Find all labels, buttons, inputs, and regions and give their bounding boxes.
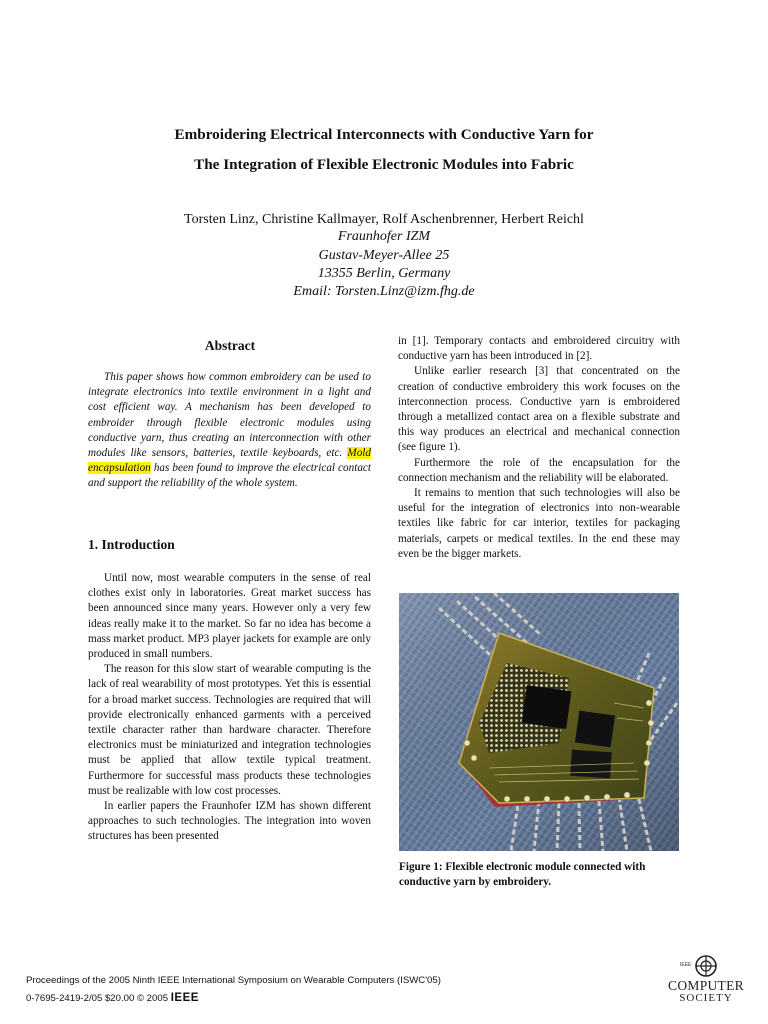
right-paragraph-2: Unlike earlier research [3] that concentrated on the creation of conductive embroidery this work focuses on the interconnection process. Conductive yarn is embroidered through a metallized contact area on a flexible substrate and this way produces an electrical and mechanical connection (see figure 1). (398, 365, 680, 454)
right-paragraph-1: in [1]. Temporary contacts and embroidered circuitry with conductive yarn has been introduced in [2]. (398, 335, 680, 363)
section-heading-introduction: 1. Introduction (88, 537, 175, 552)
introduction-body (88, 571, 371, 845)
computer-society-logo (660, 952, 752, 1012)
intro-paragraph-2: The reason for this slow start of wearable computing is the lack of real wearability of most prototypes. Yet this is essential for a broad market success. Technologies are required that will provide electronically enhanced garments with a perceived textile character rather than hardware character. Therefore electronics must be miniaturized and integration technologies must be applied that allow textile typical treatment. Furthermore for successful mass products these technologies must be realizable with low cost processes. (88, 663, 371, 797)
right-column-body (398, 334, 680, 562)
logo-society-text: SOCIETY (679, 992, 733, 1004)
figure-1-photo (399, 593, 679, 851)
abstract-highlighted-phrase: Mold encapsulation (88, 447, 371, 475)
abstract-text-end: has been found to improve the electrical contact and support the reliability of the whole system. (88, 462, 371, 490)
embroidered-module-illustration (399, 593, 679, 851)
paper-title-line-2: The Integration of Flexible Electronic Modules into Fabric (194, 156, 574, 173)
abstract-text-start: This paper shows how common embroidery can be used to integrate electronics into textile environment in a light and cost efficient way. A mechanism has been developed to embroider through flexible electronic modules using conductive yarn, thus creating an interconnection with other modules like sensors, batteries, textile keyboards, etc. (88, 371, 371, 460)
footer-isbn-text: 0-7695-2419-2/05 $20.00 © 2005 (26, 993, 171, 1004)
footer-isbn (26, 992, 199, 1004)
abstract-heading: Abstract (204, 338, 256, 353)
footer-ieee-mark: IEEE (170, 992, 199, 1004)
logo-computer-text: COMPUTER (668, 978, 744, 993)
affiliation-email: Email: Torsten.Linz@izm.fhg.de (293, 284, 475, 299)
footer-proceedings: Proceedings of the 2005 Ninth IEEE International Symposium on Wearable Computers (ISWC'05) (26, 975, 441, 986)
logo-ieee-label: IEEE (680, 962, 692, 968)
affiliation-street: Gustav-Meyer-Allee 25 (318, 248, 450, 263)
paper-title-line-1: Embroidering Electrical Interconnects with Conductive Yarn for (174, 126, 594, 143)
affiliation-org: Fraunhofer IZM (337, 229, 431, 244)
intro-paragraph-1: Until now, most wearable computers in the sense of real clothes exist only in laboratories. Great market success has been announced since many years. However only a very few ideas really make it to the market. So far no idea has become a mass market product. MP3 player jackets for example are only produced in small numbers. (88, 572, 371, 661)
intro-paragraph-3: In earlier papers the Fraunhofer IZM has shown different approaches to such technologies. The integration into woven structures has been presented (88, 800, 371, 843)
abstract-body (88, 370, 371, 492)
affiliation-city: 13355 Berlin, Germany (317, 266, 451, 281)
author-list: Torsten Linz, Christine Kallmayer, Rolf Aschenbrenner, Herbert Reichl (184, 212, 584, 227)
right-paragraph-3: Furthermore the role of the encapsulation for the connection mechanism and the reliability will be elaborated. (398, 456, 680, 484)
figure-1-caption: Figure 1: Flexible electronic module connected with conductive yarn by embroidery. (399, 861, 646, 889)
ieee-emblem-icon (694, 954, 718, 978)
right-paragraph-4: It remains to mention that such technologies will also be useful for the integration of electronics into non-wearable textiles like fabric for car interior, textiles for packaging materials, carpets or medical textiles. In the end these may even be the bigger markets. (398, 487, 680, 560)
